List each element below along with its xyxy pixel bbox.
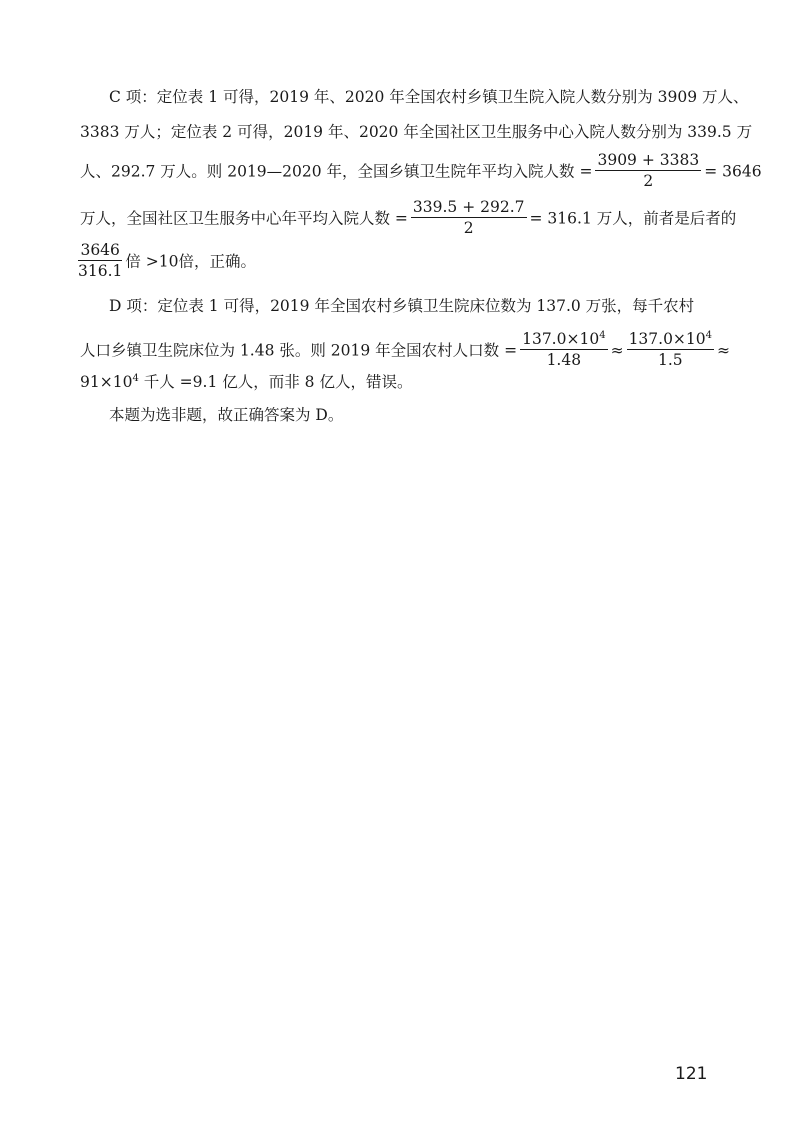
- c-item-line-4-text: 万人，全国社区卫生服务中心年平均入院人数 =: [80, 209, 408, 228]
- d-item-line-3: [80, 372, 412, 392]
- fraction-denominator: 1.5: [657, 351, 683, 369]
- fraction-numerator: 3909 + 3383: [597, 151, 700, 169]
- c-item-line-3-result: = 3646: [704, 162, 762, 181]
- fraction-denominator: 2: [643, 172, 654, 190]
- conclusion-line: [109, 405, 343, 425]
- fraction-numerator: [627, 330, 714, 350]
- d-item-line-2-text: 人口乡镇卫生院床位为 1.48 张。则 2019 年全国农村人口数 =: [80, 341, 518, 360]
- d-item-line-3-exponent: 4: [132, 372, 139, 384]
- d-item-line-1-text: D 项：定位表 1 可得，2019 年全国农村乡镇卫生院床位数为 137.0 万张，每千农村: [109, 297, 695, 315]
- c-item-line-5: [78, 243, 256, 282]
- c-item-line-3: [80, 153, 762, 192]
- approx-sign: ≈: [610, 341, 624, 360]
- page-number: 121: [675, 1064, 708, 1084]
- c-item-line-3-text: 人、292.7 万人。则 2019—2020 年，全国乡镇卫生院年平均入院人数 =: [80, 162, 593, 181]
- c-item-line-2: [80, 122, 752, 142]
- fraction-average-admissions-township: [595, 151, 701, 190]
- fraction-numerator: [520, 330, 607, 350]
- approx-sign: ≈: [717, 341, 731, 360]
- d-item-line-3-rest: 千人 =9.1 亿人，而非 8 亿人，错误。: [138, 373, 413, 391]
- c-item-line-1-text: C 项：定位表 1 可得，2019 年、2020 年全国农村乡镇卫生院入院人数分别为 3909 万人、: [109, 88, 749, 106]
- fraction-rural-population-approx: [627, 330, 714, 369]
- conclusion-text: 本题为选非题，故正确答案为 D。: [109, 406, 344, 424]
- fraction-average-admissions-community: [411, 198, 527, 237]
- fraction-rural-population-exact: [520, 330, 607, 369]
- d-item-line-3-base: 91×10: [80, 373, 133, 391]
- fraction-numerator-base: 137.0×10: [628, 330, 706, 348]
- c-item-line-2-text: 3383 万人；定位表 2 可得，2019 年、2020 年全国社区卫生服务中心入院人数分别为 339.5 万: [80, 123, 753, 141]
- fraction-numerator-exponent: 4: [705, 329, 713, 341]
- fraction-numerator-exponent: 4: [599, 329, 606, 341]
- c-item-line-4: [80, 200, 736, 239]
- c-item-line-5-result: 倍 >10倍，正确。: [125, 252, 257, 271]
- d-item-line-2: [80, 329, 731, 371]
- fraction-numerator: 339.5 + 292.7: [412, 198, 525, 216]
- fraction-denominator: 2: [463, 219, 474, 237]
- fraction-denominator: 316.1: [78, 262, 123, 280]
- d-item-line-1: [109, 296, 694, 316]
- fraction-ratio: [78, 241, 122, 280]
- fraction-denominator: 1.48: [546, 351, 582, 369]
- fraction-numerator-base: 137.0×10: [522, 330, 600, 348]
- c-item-line-1: [109, 87, 749, 107]
- fraction-numerator: 3646: [78, 241, 122, 261]
- c-item-line-4-result: = 316.1 万人，前者是后者的: [529, 209, 737, 228]
